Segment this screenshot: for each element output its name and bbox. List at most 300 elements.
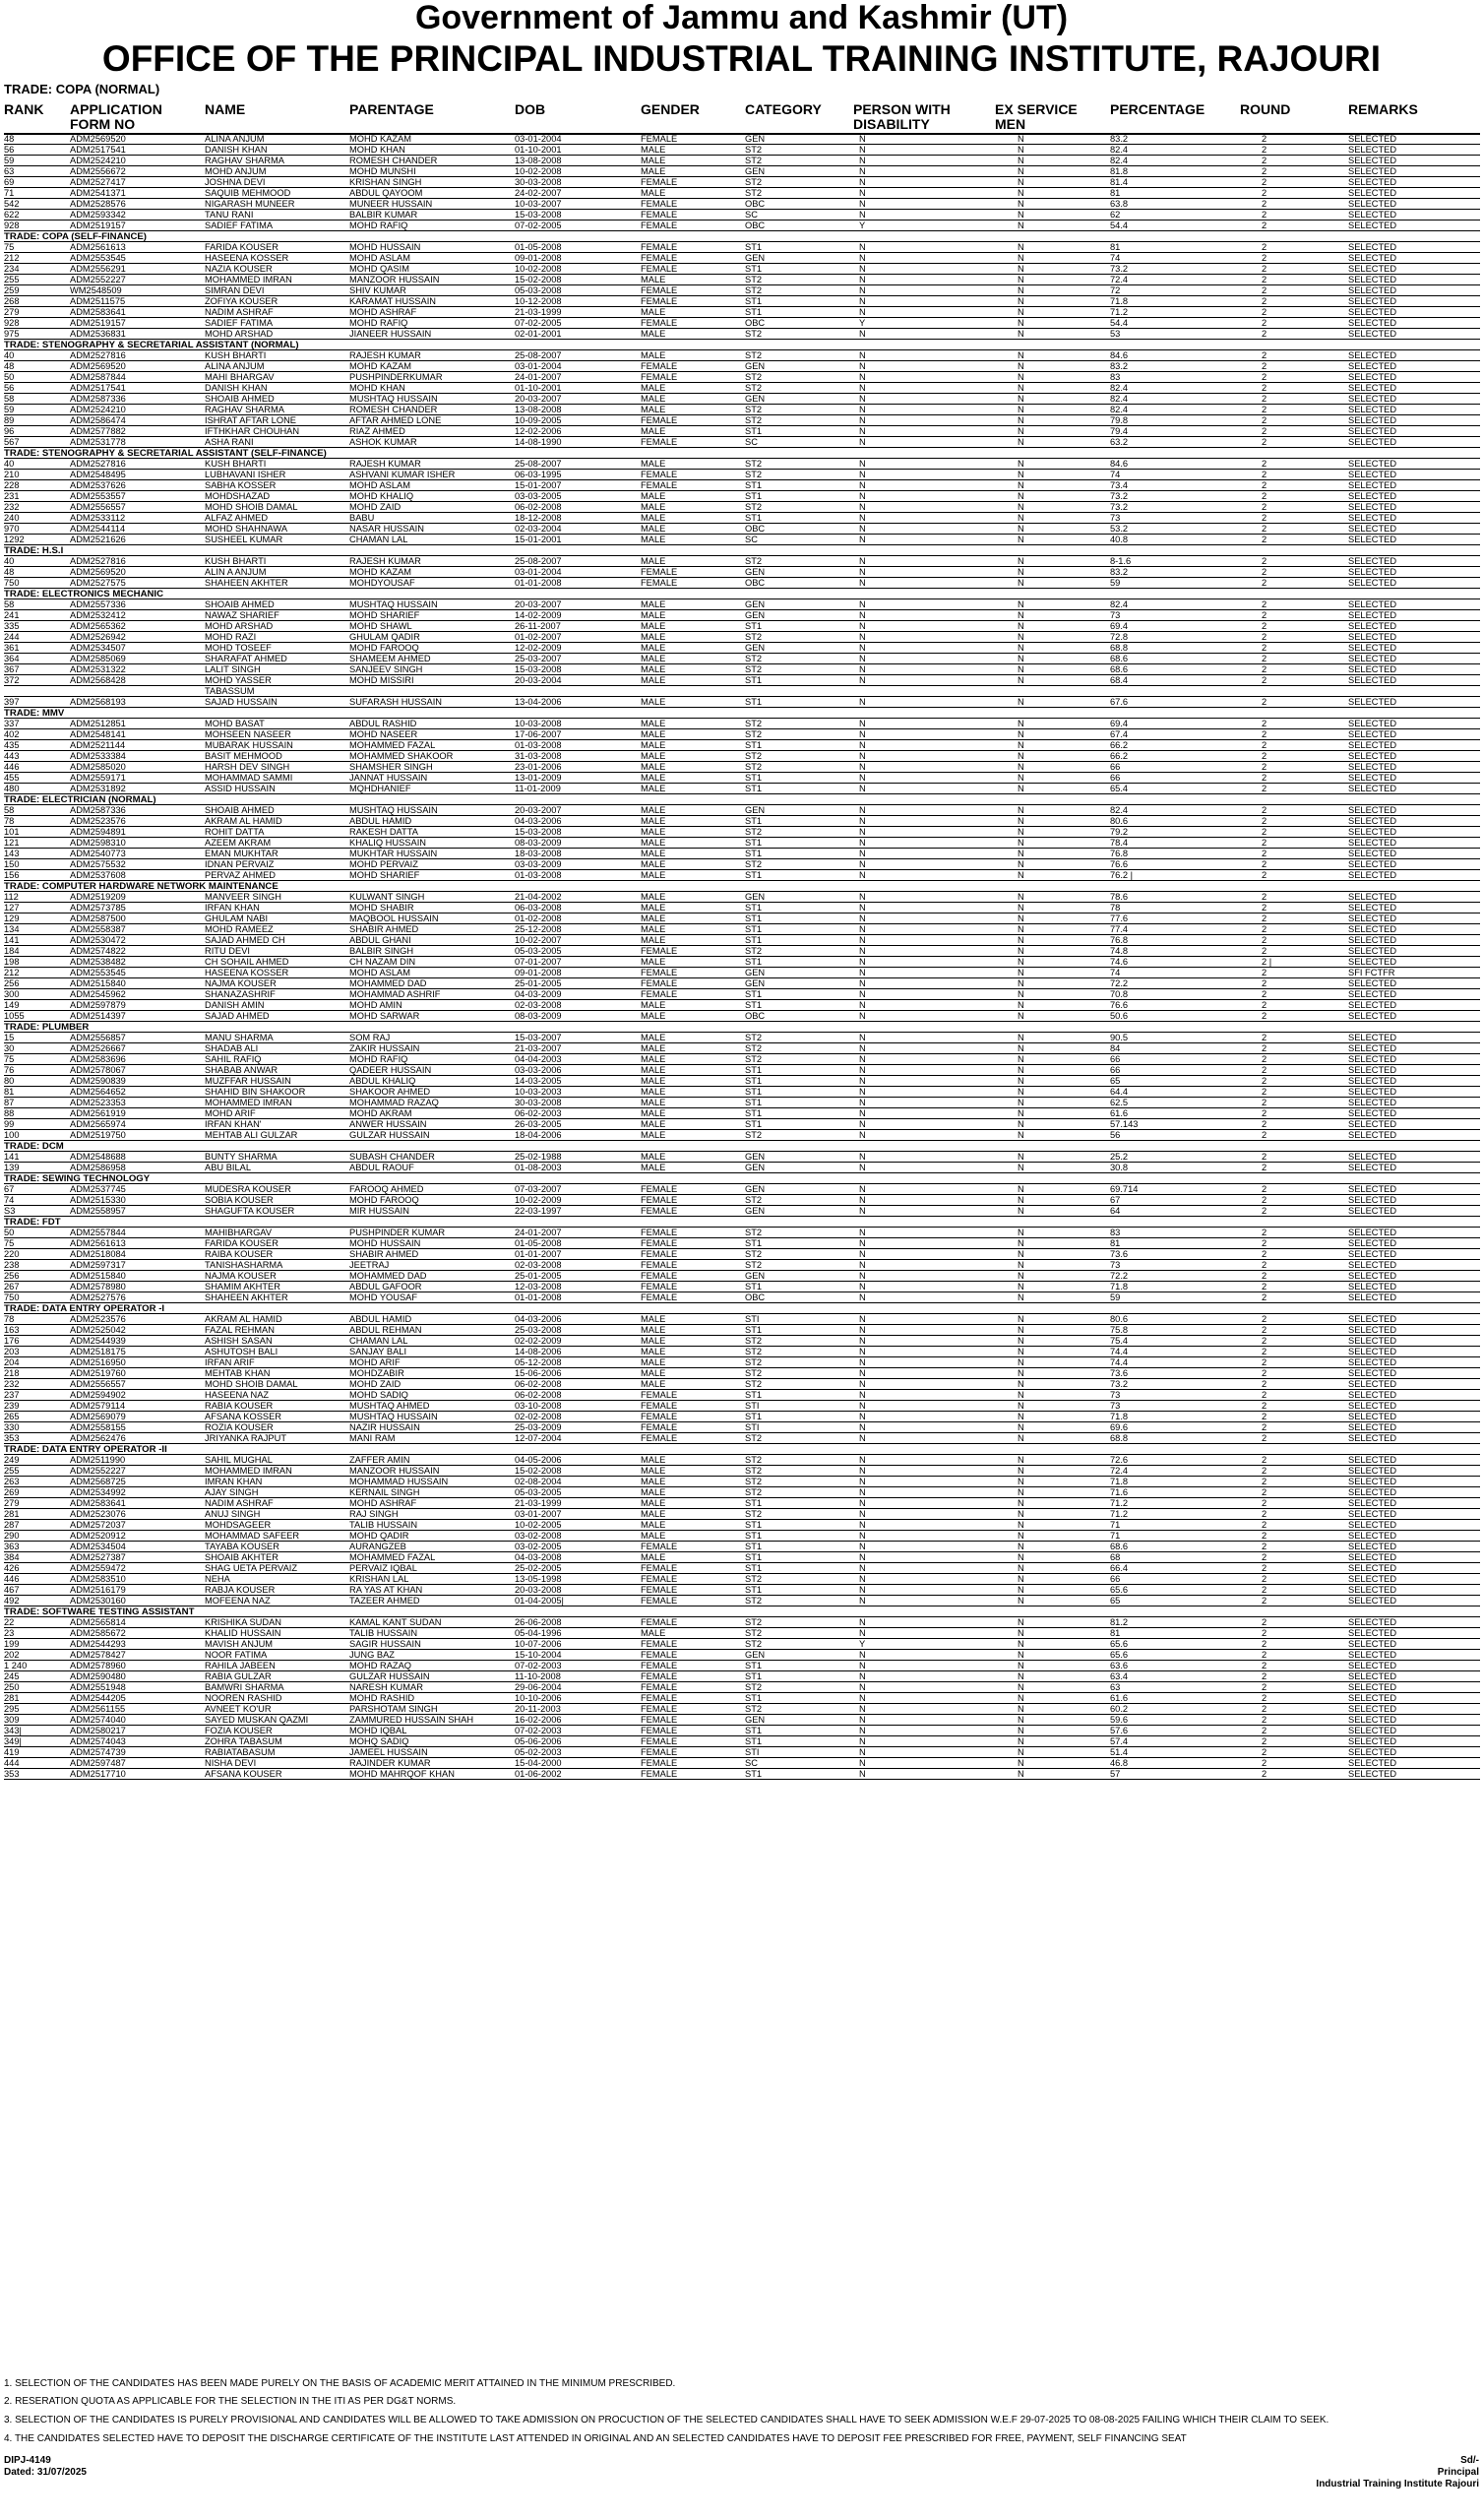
cell-dob: 25-03-2007 — [515, 654, 562, 663]
cell-remarks: SELECTED — [1348, 1379, 1397, 1389]
cell-name: BAMWRI SHARMA — [205, 1682, 284, 1692]
cell-rank: 480 — [4, 784, 20, 793]
table-row — [4, 372, 1480, 383]
cell-application-no: ADM2544114 — [70, 524, 126, 534]
cell-percentage: 74.4 — [1110, 1357, 1129, 1367]
cell-dob: 03-03-2009 — [515, 859, 562, 869]
cell-category: GEN — [745, 394, 766, 404]
cell-name: AFSANA KOUSER — [205, 1769, 282, 1779]
cell-gender: MALE — [641, 1130, 666, 1140]
table-row — [4, 1487, 1480, 1498]
cell-percentage: 82.4 — [1110, 394, 1129, 404]
cell-ex-service: N — [1018, 1314, 1024, 1324]
cell-dob: 01-06-2002 — [515, 1769, 562, 1779]
cell-rank: 71 — [4, 188, 15, 198]
cell-round: 2 — [1262, 762, 1267, 772]
cell-disability: N — [859, 1747, 866, 1757]
cell-parentage: JEETRAJ — [349, 1260, 390, 1270]
cell-gender: MALE — [641, 957, 666, 967]
cell-application-no: ADM2527387 — [70, 1552, 126, 1562]
cell-dob: 03-10-2008 — [515, 1401, 562, 1411]
signature-sd: Sd/- — [1460, 2455, 1479, 2466]
cell-ex-service: N — [1018, 1087, 1024, 1097]
cell-dob: 12-02-2006 — [515, 426, 562, 436]
cell-remarks: SELECTED — [1348, 329, 1397, 339]
table-row — [4, 654, 1480, 664]
cell-remarks: SELECTED — [1348, 264, 1397, 274]
cell-ex-service: N — [1018, 578, 1024, 588]
cell-remarks: SELECTED — [1348, 903, 1397, 913]
cell-disability: N — [859, 654, 866, 663]
cell-dob: 15-01-2001 — [515, 535, 562, 544]
cell-gender: MALE — [641, 1347, 666, 1356]
table-row — [4, 1271, 1480, 1282]
cell-dob: 18-03-2008 — [515, 849, 562, 858]
cell-percentage: 51.4 — [1110, 1747, 1129, 1757]
cell-gender: FEMALE — [641, 1682, 678, 1692]
cell-gender: FEMALE — [641, 1195, 678, 1205]
cell-name: NADIM ASHRAF — [205, 1498, 274, 1508]
cell-dob: 04-03-2006 — [515, 1314, 562, 1324]
cell-ex-service: N — [1018, 773, 1024, 783]
trade-heading: TRADE: ELECTRICIAN (NORMAL) — [4, 794, 1480, 805]
cell-round: 2 — [1262, 1271, 1267, 1281]
cell-gender: FEMALE — [641, 1617, 678, 1627]
cell-parentage: MOHD NASEER — [349, 729, 418, 739]
cell-parentage: SANJAY BALI — [349, 1347, 407, 1356]
table-row — [4, 1596, 1480, 1606]
table-row — [4, 903, 1480, 914]
cell-remarks: SELECTED — [1348, 1130, 1397, 1140]
cell-ex-service: N — [1018, 1119, 1024, 1129]
cell-dob: 05-03-2008 — [515, 285, 562, 295]
cell-ex-service: N — [1018, 719, 1024, 728]
cell-remarks: SELECTED — [1348, 1455, 1397, 1465]
cell-category: ST2 — [745, 1617, 763, 1627]
cell-remarks: SELECTED — [1348, 405, 1397, 414]
cell-ex-service: N — [1018, 1433, 1024, 1443]
cell-remarks: SELECTED — [1348, 1661, 1397, 1670]
cell-round: 2 — [1262, 491, 1267, 501]
cell-parentage: PERVAIZ IQBAL — [349, 1563, 417, 1573]
cell-percentage: 77.4 — [1110, 924, 1129, 934]
cell-percentage: 84 — [1110, 1043, 1121, 1053]
cell-application-no: ADM2548495 — [70, 470, 126, 479]
cell-gender: MALE — [641, 1509, 666, 1519]
cell-application-no: ADM2544205 — [70, 1693, 126, 1703]
cell-application-no: ADM2572037 — [70, 1520, 126, 1530]
cell-category: GEN — [745, 361, 766, 371]
cell-percentage: 82.4 — [1110, 405, 1129, 414]
cell-disability: N — [859, 1238, 866, 1248]
cell-parentage: ANWER HUSSAIN — [349, 1119, 427, 1129]
table-row — [4, 1639, 1480, 1650]
table-row — [4, 1054, 1480, 1065]
cell-application-no: ADM2537608 — [70, 870, 126, 880]
cell-percentage: 73.2 — [1110, 502, 1129, 512]
cell-disability: N — [859, 957, 866, 967]
cell-name: MOHAMMAD SAMMI — [205, 773, 293, 783]
cell-remarks: SELECTED — [1348, 578, 1397, 588]
cell-application-no: ADM2586958 — [70, 1163, 126, 1172]
cell-ex-service: N — [1018, 914, 1024, 923]
cell-rank: 455 — [4, 773, 20, 783]
cell-parentage: KULWANT SINGH — [349, 892, 425, 902]
cell-parentage: BALBIR KUMAR — [349, 210, 418, 220]
cell-name: ALIN A ANJUM — [205, 567, 267, 577]
cell-ex-service: N — [1018, 1347, 1024, 1356]
cell-percentage: 72.4 — [1110, 1466, 1129, 1476]
table-row — [4, 1184, 1480, 1195]
cell-ex-service: N — [1018, 437, 1024, 447]
cell-gender: MALE — [641, 816, 666, 826]
cell-percentage: 63.4 — [1110, 1671, 1129, 1681]
cell-gender: MALE — [641, 751, 666, 761]
cell-remarks: SELECTED — [1348, 870, 1397, 880]
cell-ex-service: N — [1018, 838, 1024, 848]
cell-remarks: SELECTED — [1348, 210, 1397, 220]
cell-gender: MALE — [641, 1498, 666, 1508]
cell-disability: N — [859, 1152, 866, 1162]
table-row — [4, 968, 1480, 978]
cell-category: ST1 — [745, 621, 763, 631]
cell-rank: 750 — [4, 578, 20, 588]
cell-disability: N — [859, 697, 866, 707]
cell-gender: MALE — [641, 1325, 666, 1335]
cell-gender: MALE — [641, 827, 666, 837]
cell-name: KRISHIKA SUDAN — [205, 1617, 282, 1627]
cell-percentage: 73 — [1110, 1401, 1121, 1411]
table-row — [4, 1574, 1480, 1585]
cell-remarks: SELECTED — [1348, 524, 1397, 534]
cell-parentage: MOHD ASLAM — [349, 968, 410, 977]
cell-percentage: 73.2 — [1110, 1379, 1129, 1389]
cell-remarks: SELECTED — [1348, 556, 1397, 566]
cell-percentage: 64 — [1110, 1206, 1121, 1216]
cell-dob: 04-04-2003 — [515, 1054, 562, 1064]
cell-percentage: 63.8 — [1110, 199, 1129, 209]
cell-rank: 76 — [4, 1065, 15, 1075]
cell-name: MOHD ANJUM — [205, 166, 267, 176]
cell-dob: 14-03-2005 — [515, 1076, 562, 1086]
cell-disability: N — [859, 914, 866, 923]
cell-parentage: MOHD ASHRAF — [349, 307, 417, 317]
cell-rank: 56 — [4, 145, 15, 155]
cell-application-no: ADM2597879 — [70, 1000, 126, 1010]
cell-rank: 263 — [4, 1477, 20, 1486]
cell-ex-service: N — [1018, 1271, 1024, 1281]
cell-ex-service: N — [1018, 1563, 1024, 1573]
cell-category: ST1 — [745, 740, 763, 750]
cell-ex-service: N — [1018, 1357, 1024, 1367]
cell-category: SC — [745, 210, 758, 220]
cell-parentage: MANZOOR HUSSAIN — [349, 275, 440, 284]
cell-category: ST2 — [745, 1347, 763, 1356]
table-row — [4, 415, 1480, 426]
cell-application-no: ADM2540773 — [70, 849, 126, 858]
cell-remarks: SELECTED — [1348, 1693, 1397, 1703]
cell-ex-service: N — [1018, 1130, 1024, 1140]
cell-name: FARIDA KOUSER — [205, 242, 278, 252]
cell-application-no: ADM2519157 — [70, 318, 126, 328]
cell-application-no: ADM2569520 — [70, 134, 126, 144]
cell-ex-service: N — [1018, 924, 1024, 934]
cell-gender: FEMALE — [641, 296, 678, 306]
cell-remarks: SELECTED — [1348, 134, 1397, 144]
cell-category: GEN — [745, 968, 766, 977]
cell-parentage: MANZOOR HUSSAIN — [349, 1466, 440, 1476]
cell-round: 2 — [1262, 426, 1267, 436]
cell-percentage: 71.8 — [1110, 1412, 1129, 1421]
cell-dob: 07-02-2005 — [515, 220, 562, 230]
cell-gender: MALE — [641, 524, 666, 534]
cell-percentage: 72.4 — [1110, 275, 1129, 284]
cell-disability: N — [859, 470, 866, 479]
cell-percentage: 73.6 — [1110, 1368, 1129, 1378]
cell-rank: 444 — [4, 1758, 20, 1768]
cell-category: GEN — [745, 1206, 766, 1216]
cell-percentage: 74 — [1110, 470, 1121, 479]
cell-application-no: ADM2517541 — [70, 145, 126, 155]
cell-percentage: 83.2 — [1110, 567, 1129, 577]
cell-gender: MALE — [641, 697, 666, 707]
cell-gender: MALE — [641, 1487, 666, 1497]
cell-parentage: MOHD SADIQ — [349, 1390, 408, 1400]
cell-parentage: SOM RAJ — [349, 1033, 391, 1042]
cell-remarks: SELECTED — [1348, 838, 1397, 848]
cell-application-no: ADM2548688 — [70, 1152, 126, 1162]
cell-gender: FEMALE — [641, 361, 678, 371]
cell-name: IDNAN PERVAIZ — [205, 859, 275, 869]
cell-round: 2 — [1262, 978, 1267, 988]
cell-parentage: MOHD ZAID — [349, 1379, 402, 1389]
cell-round: 2 — [1262, 1130, 1267, 1140]
cell-ex-service: N — [1018, 664, 1024, 674]
cell-percentage: 80.6 — [1110, 1314, 1129, 1324]
cell-percentage: 30.8 — [1110, 1163, 1129, 1172]
cell-rank: 156 — [4, 870, 20, 880]
cell-disability: N — [859, 513, 866, 523]
table-row — [4, 675, 1480, 686]
cell-dob: 01-04-2005| — [515, 1596, 564, 1606]
cell-disability: N — [859, 762, 866, 772]
cell-category: GEN — [745, 1715, 766, 1725]
cell-disability: N — [859, 1531, 866, 1541]
cell-gender: MALE — [641, 1314, 666, 1324]
cell-round: 2 — [1262, 1487, 1267, 1497]
cell-disability: N — [859, 946, 866, 956]
cell-round: 2 — [1262, 1455, 1267, 1465]
cell-name: SAQUIB MEHMOOD — [205, 188, 291, 198]
cell-category: ST2 — [745, 1260, 763, 1270]
cell-remarks: SELECTED — [1348, 1520, 1397, 1530]
cell-disability: N — [859, 729, 866, 739]
cell-round: 2 — [1262, 437, 1267, 447]
cell-ex-service: N — [1018, 1325, 1024, 1335]
cell-disability: N — [859, 1195, 866, 1205]
table-row — [4, 145, 1480, 156]
cell-percentage: 73 — [1110, 513, 1121, 523]
cell-gender: MALE — [641, 459, 666, 469]
cell-rank: 239 — [4, 1401, 20, 1411]
cell-rank: 78 — [4, 816, 15, 826]
cell-remarks: SELECTED — [1348, 1292, 1397, 1302]
cell-percentage: 83.2 — [1110, 134, 1129, 144]
cell-application-no: ADM2519157 — [70, 220, 126, 230]
cell-disability: N — [859, 199, 866, 209]
cell-gender: FEMALE — [641, 1661, 678, 1670]
cell-category: ST1 — [745, 1325, 763, 1335]
cell-round: 2 — [1262, 329, 1267, 339]
cell-dob: 04-05-2006 — [515, 1455, 562, 1465]
cell-dob: 06-02-2003 — [515, 1108, 562, 1118]
cell-application-no: ADM2527417 — [70, 177, 126, 187]
cell-round: 2 — [1262, 1119, 1267, 1129]
cell-rank: 40 — [4, 459, 15, 469]
cell-gender: MALE — [641, 1152, 666, 1162]
cell-category: STI — [745, 1747, 760, 1757]
cell-name: RAHILA JABEEN — [205, 1661, 276, 1670]
cell-percentage: 66.2 — [1110, 751, 1129, 761]
cell-percentage: 82.4 — [1110, 805, 1129, 815]
cell-application-no: ADM2587336 — [70, 394, 126, 404]
cell-application-no: ADM2512851 — [70, 719, 126, 728]
cell-disability: Y — [859, 318, 866, 328]
cell-round: 2 — [1262, 1574, 1267, 1584]
cell-rank: 542 — [4, 199, 20, 209]
table-row — [4, 1098, 1480, 1108]
cell-percentage: 82.4 — [1110, 145, 1129, 155]
cell-remarks: SELECTED — [1348, 513, 1397, 523]
cell-dob: 20-03-2007 — [515, 599, 562, 609]
cell-application-no: ADM2594891 — [70, 827, 126, 837]
cell-gender: MALE — [641, 307, 666, 317]
cell-disability: N — [859, 415, 866, 425]
cell-ex-service: N — [1018, 166, 1024, 176]
cell-ex-service: N — [1018, 1682, 1024, 1692]
cell-disability: N — [859, 177, 866, 187]
cell-parentage: MOHD RAZAQ — [349, 1661, 412, 1670]
cell-category: ST1 — [745, 1585, 763, 1595]
cell-remarks: SELECTED — [1348, 957, 1397, 967]
cell-dob: 05-12-2008 — [515, 1357, 562, 1367]
cell-gender: MALE — [641, 1357, 666, 1367]
cell-parentage: MOHD KAZAM — [349, 361, 412, 371]
cell-ex-service: N — [1018, 978, 1024, 988]
cell-name: ASSID HUSSAIN — [205, 784, 276, 793]
cell-gender: MALE — [641, 188, 666, 198]
cell-name: SHAG UETA PERVAIZ — [205, 1563, 298, 1573]
cell-parentage: MOHD AMIN — [349, 1000, 402, 1010]
cell-disability: N — [859, 1509, 866, 1519]
cell-remarks: SELECTED — [1348, 654, 1397, 663]
cell-ex-service: N — [1018, 1076, 1024, 1086]
cell-rank: 56 — [4, 383, 15, 393]
cell-parentage: MOHD ZAID — [349, 502, 402, 512]
cell-category: ST2 — [745, 859, 763, 869]
cell-parentage: MUNEER HUSSAIN — [349, 199, 433, 209]
table-row — [4, 296, 1480, 307]
cell-category: ST2 — [745, 502, 763, 512]
cell-name: SAJAD HUSSAIN — [205, 697, 278, 707]
cell-dob: 14-08-1990 — [515, 437, 562, 447]
cell-ex-service: N — [1018, 1390, 1024, 1400]
cell-dob: 10-09-2005 — [515, 415, 562, 425]
cell-name: ISHRAT AFTAR LONE — [205, 415, 296, 425]
cell-rank: 141 — [4, 935, 20, 945]
cell-disability: N — [859, 892, 866, 902]
trade-heading: TRADE: H.S.I — [4, 545, 1480, 556]
cell-name: AVNEET KO'UR — [205, 1704, 272, 1714]
cell-disability: N — [859, 1130, 866, 1140]
cell-dob: 30-03-2008 — [515, 1098, 562, 1107]
cell-remarks: SELECTED — [1348, 275, 1397, 284]
cell-category: ST1 — [745, 1108, 763, 1118]
cell-gender: MALE — [641, 1054, 666, 1064]
cell-category: ST2 — [745, 1043, 763, 1053]
cell-ex-service: N — [1018, 394, 1024, 404]
cell-rank: 255 — [4, 275, 20, 284]
cell-category: ST1 — [745, 1412, 763, 1421]
cell-dob: 06-02-2008 — [515, 502, 562, 512]
note-2: 2. RESERATION QUOTA AS APPLICABLE FOR THE SELECTION IN THE ITI AS PER DG&T NORMS. — [4, 2396, 457, 2407]
col-header-remarks: REMARKS — [1348, 101, 1418, 117]
cell-dob: 01-03-2008 — [515, 740, 562, 750]
cell-gender: MALE — [641, 924, 666, 934]
cell-application-no: ADM2531322 — [70, 664, 126, 674]
cell-round: 2 — [1262, 1693, 1267, 1703]
cell-ex-service: N — [1018, 134, 1024, 144]
cell-ex-service: N — [1018, 1585, 1024, 1595]
cell-category: ST1 — [745, 1000, 763, 1010]
table-row — [4, 1769, 1480, 1780]
cell-ex-service: N — [1018, 459, 1024, 469]
cell-disability: N — [859, 751, 866, 761]
cell-dob: 05-06-2006 — [515, 1736, 562, 1746]
cell-name: SAYED MUSKAN QAZMI — [205, 1715, 309, 1725]
cell-category: ST1 — [745, 697, 763, 707]
cell-remarks: SELECTED — [1348, 719, 1397, 728]
cell-application-no: ADM2534992 — [70, 1487, 126, 1497]
cell-dob: 01-01-2008 — [515, 578, 562, 588]
cell-category: ST1 — [745, 849, 763, 858]
cell-category: ST2 — [745, 1130, 763, 1140]
cell-disability: N — [859, 1076, 866, 1086]
cell-parentage: SHABIR AHMED — [349, 1249, 419, 1259]
table-row — [4, 1585, 1480, 1596]
cell-name: RABIATABASUM — [205, 1747, 276, 1757]
cell-ex-service: N — [1018, 632, 1024, 642]
table-row — [4, 1206, 1480, 1217]
cell-application-no: ADM2527816 — [70, 350, 126, 360]
trade-heading: TRADE: SEWING TECHNOLOGY — [4, 1173, 1480, 1184]
cell-gender: MALE — [641, 719, 666, 728]
cell-application-no: ADM2553545 — [70, 968, 126, 977]
cell-category: ST2 — [745, 1704, 763, 1714]
cell-dob: 26-06-2008 — [515, 1617, 562, 1627]
cell-remarks: SELECTED — [1348, 459, 1397, 469]
cell-rank: 928 — [4, 318, 20, 328]
col-header-application: APPLICATION FORM NO — [70, 101, 162, 132]
cell-disability: N — [859, 166, 866, 176]
cell-disability: N — [859, 870, 866, 880]
cell-ex-service: N — [1018, 957, 1024, 967]
cell-gender: FEMALE — [641, 470, 678, 479]
cell-name: FOZIA KOUSER — [205, 1726, 273, 1735]
cell-disability: N — [859, 989, 866, 999]
cell-application-no: ADM2544939 — [70, 1336, 126, 1346]
cell-category: SC — [745, 1758, 758, 1768]
